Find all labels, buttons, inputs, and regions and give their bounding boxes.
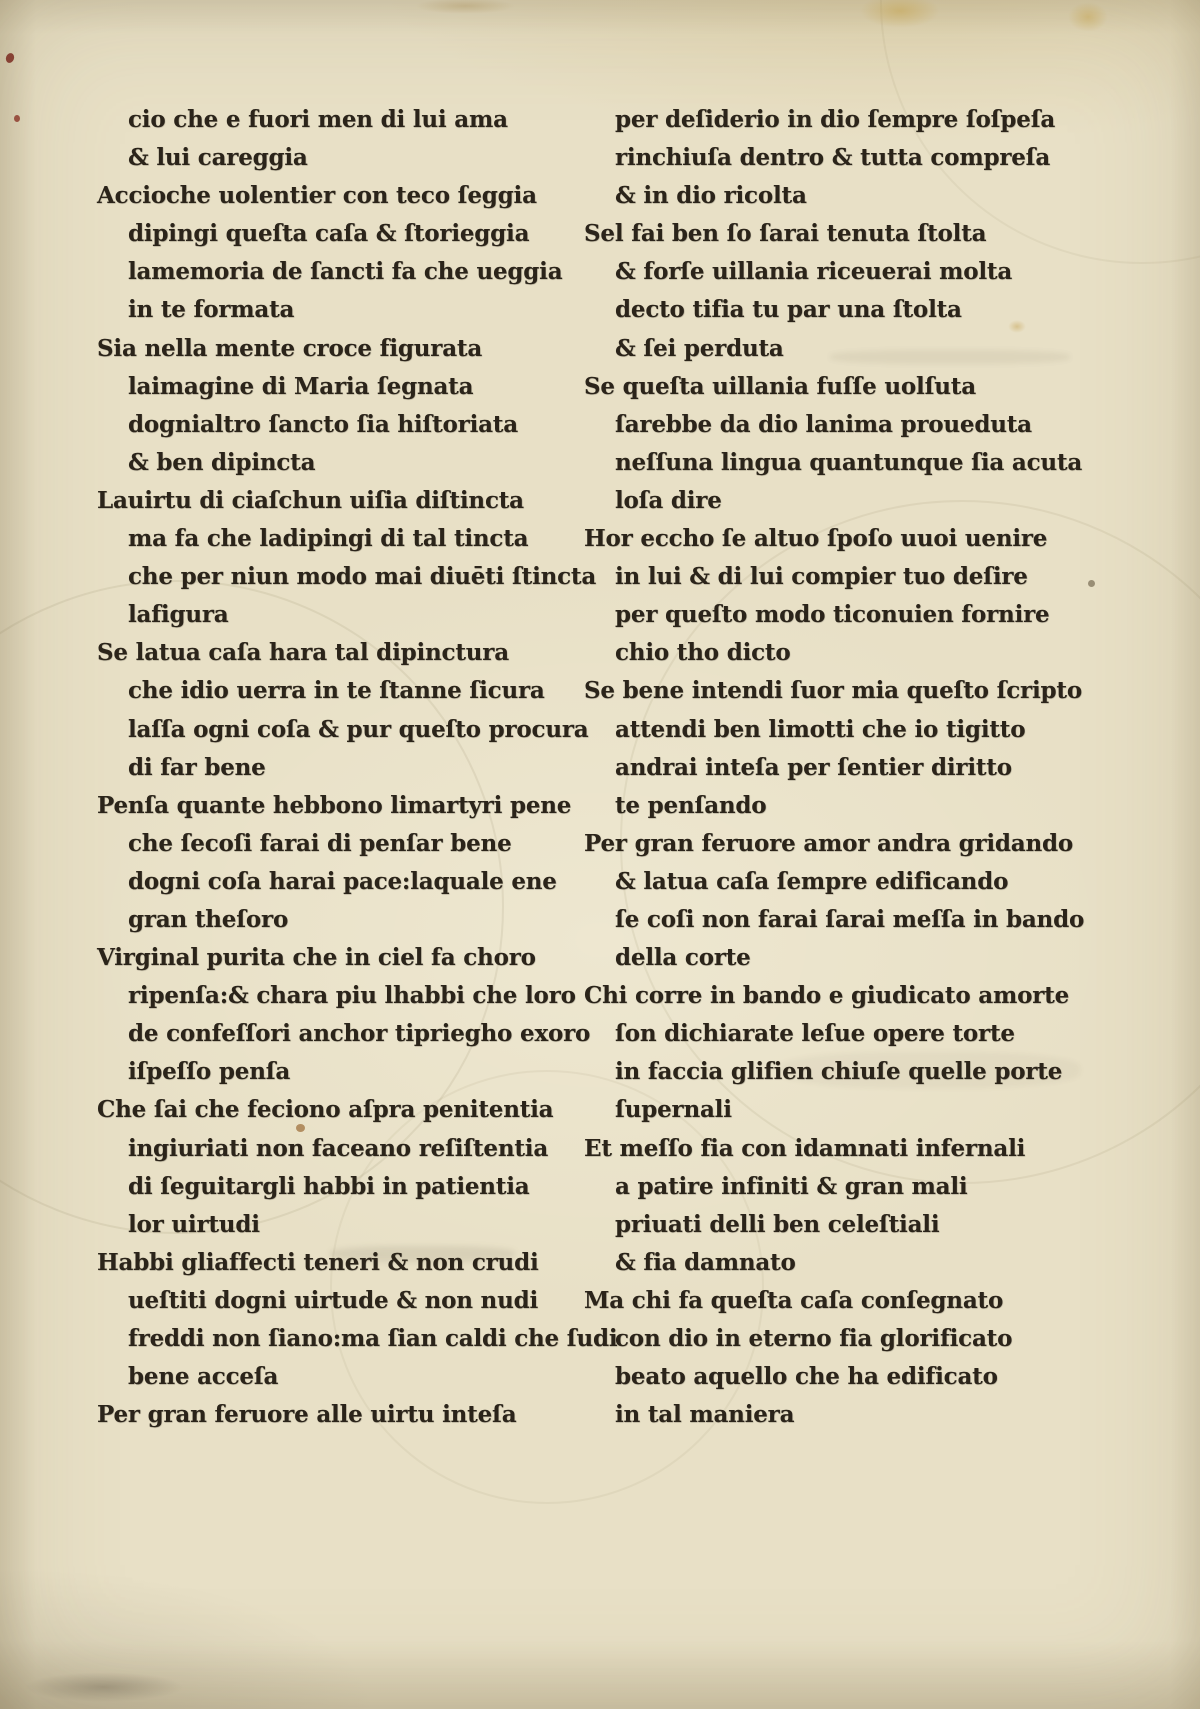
verse-line: con dio in eterno fia glorificato	[615, 1325, 1013, 1352]
verse-line: gran theſoro	[128, 905, 289, 933]
left-column	[97, 101, 618, 1434]
verse-line: & latua caſa ſempre edificando	[615, 867, 1009, 895]
verse-line: ſe coſi non farai ſarai meſſa in bando	[615, 905, 1085, 933]
verse-line: che per niun modo mai diuēti ſtincta	[128, 563, 597, 591]
paper-stain	[1068, 2, 1108, 32]
verse-line: dogni coſa harai pace:laquale ene	[128, 867, 557, 895]
verse-line: per deſiderio in dio ſempre ſoſpeſa	[615, 106, 1056, 133]
paper-stain	[860, 0, 940, 28]
verse-line: iſpeſſo penſa	[128, 1058, 291, 1086]
verse-line: & lui careggia	[128, 144, 308, 172]
verse-line: andrai inteſa per ſentier diritto	[615, 753, 1012, 781]
verse-line: che idio uerra in te ſtanne ſicura	[128, 677, 545, 705]
verse-line: per queſto modo ticonuien fornire	[615, 601, 1050, 629]
verse-line: ſon dichiarate leſue opere torte	[615, 1020, 1015, 1048]
verse-line: a patire infiniti & gran mali	[615, 1172, 968, 1200]
verse-line: in tal maniera	[615, 1401, 795, 1429]
verse-line: Penſa quante hebbono limartyri pene	[97, 791, 572, 819]
verse-line: Et meſſo fia con idamnati infernali	[584, 1134, 1026, 1162]
verse-line: & in dio ricolta	[615, 182, 807, 210]
verse-line: Hor eccho ſe altuo ſpoſo uuoi uenire	[584, 525, 1048, 553]
verse-line: & forſe uillania riceuerai molta	[615, 258, 1013, 286]
verse-line: lafigura	[128, 601, 229, 629]
verse-line: cio che e fuori men di lui ama	[128, 106, 508, 133]
verse-line: rinchiuſa dentro & tutta compreſa	[615, 144, 1051, 172]
verse-line: de confeſſori anchor tipriegho exoro	[128, 1020, 591, 1048]
verse-line: dognialtro ſancto ſia hiſtoriata	[128, 410, 518, 438]
verse-line: priuati delli ben celeſtiali	[615, 1210, 940, 1238]
verse-line: loſa dire	[615, 486, 722, 514]
verse-line: Se queſta uillania fuſſe uolſuta	[584, 372, 976, 400]
verse-line: Chi corre in bando e giudicato amorte	[584, 982, 1070, 1010]
verse-line: che ſecoſi farai di penſar bene	[128, 829, 512, 857]
verse-line: ſupernali	[615, 1096, 732, 1124]
verse-line: ingiuriati non faceano reſiſtentia	[128, 1134, 549, 1162]
verse-line: & ben dipincta	[128, 448, 316, 476]
paper-stain	[415, 0, 515, 14]
verse-line: freddi non ſiano:ma ſian caldi che ſudi	[128, 1325, 618, 1352]
right-column	[584, 101, 1094, 1434]
verse-line: bene acceſa	[128, 1363, 279, 1391]
verse-line: ma fa che ladipingi di tal tincta	[128, 525, 529, 553]
verse-line: attendi ben limotti che io tigitto	[615, 715, 1026, 743]
verse-line: in faccia glifien chiuſe quelle porte	[615, 1058, 1063, 1086]
verse-line: ueſtiti dogni uirtude & non nudi	[128, 1286, 539, 1314]
verse-line: lor uirtudi	[128, 1210, 260, 1238]
verse-line: Sel fai ben ſo ſarai tenuta ſtolta	[584, 220, 987, 248]
verse-line: chio tho dicto	[615, 639, 791, 667]
verse-line: Ma chi fa queſta caſa conſegnato	[584, 1286, 1004, 1314]
verse-line: & fia damnato	[615, 1248, 796, 1276]
verse-line: in te formata	[128, 296, 295, 324]
verse-line: & ſei perduta	[615, 334, 784, 362]
ink-speck	[14, 115, 20, 122]
verse-line: ripenſa:& chara piu lhabbi che loro	[128, 982, 576, 1010]
verse-line: di far bene	[128, 753, 266, 781]
verse-line: Sia nella mente croce figurata	[97, 334, 483, 362]
verse-line: ſarebbe da dio lanima proueduta	[615, 410, 1032, 438]
verse-line: Se latua caſa hara tal dipinctura	[97, 639, 509, 667]
verse-line: Virginal purita che in ciel fa choro	[97, 944, 536, 972]
verse-line: laimagine di Maria ſegnata	[128, 372, 474, 400]
verse-line: te penſando	[615, 791, 767, 819]
verse-line: Per gran feruore alle uirtu inteſa	[97, 1401, 517, 1429]
verse-line: Habbi gliaffecti teneri & non crudi	[97, 1248, 539, 1276]
verse-line: Che ſai che feciono aſpra penitentia	[97, 1096, 554, 1124]
verse-line: Lauirtu di ciaſchun uiſia diſtincta	[97, 486, 524, 514]
verse-line: della corte	[615, 944, 751, 972]
ink-speck	[5, 52, 16, 64]
verse-line: laſſa ogni coſa & pur queſto procura	[128, 715, 589, 743]
verse-line: Se bene intendi ſuor mia queſto ſcripto	[584, 677, 1082, 705]
verse-line: in lui & di lui compier tuo deſire	[615, 563, 1028, 591]
verse-line: dipingi queſta caſa & ſtorieggia	[128, 220, 530, 248]
paper-stain	[24, 1672, 184, 1702]
verse-line: decto tifia tu par una ſtolta	[615, 296, 962, 324]
verse-line: lamemoria de ſancti fa che ueggia	[128, 258, 563, 286]
verse-line: Per gran feruore amor andra gridando	[584, 829, 1074, 857]
verse-line: Accioche uolentier con teco ſeggia	[97, 182, 537, 210]
verse-line: beato aquello che ha edificato	[615, 1363, 998, 1391]
verse-line: neſſuna lingua quantunque ſia acuta	[615, 448, 1083, 476]
verse-line: di ſeguitargli habbi in patientia	[128, 1172, 530, 1200]
